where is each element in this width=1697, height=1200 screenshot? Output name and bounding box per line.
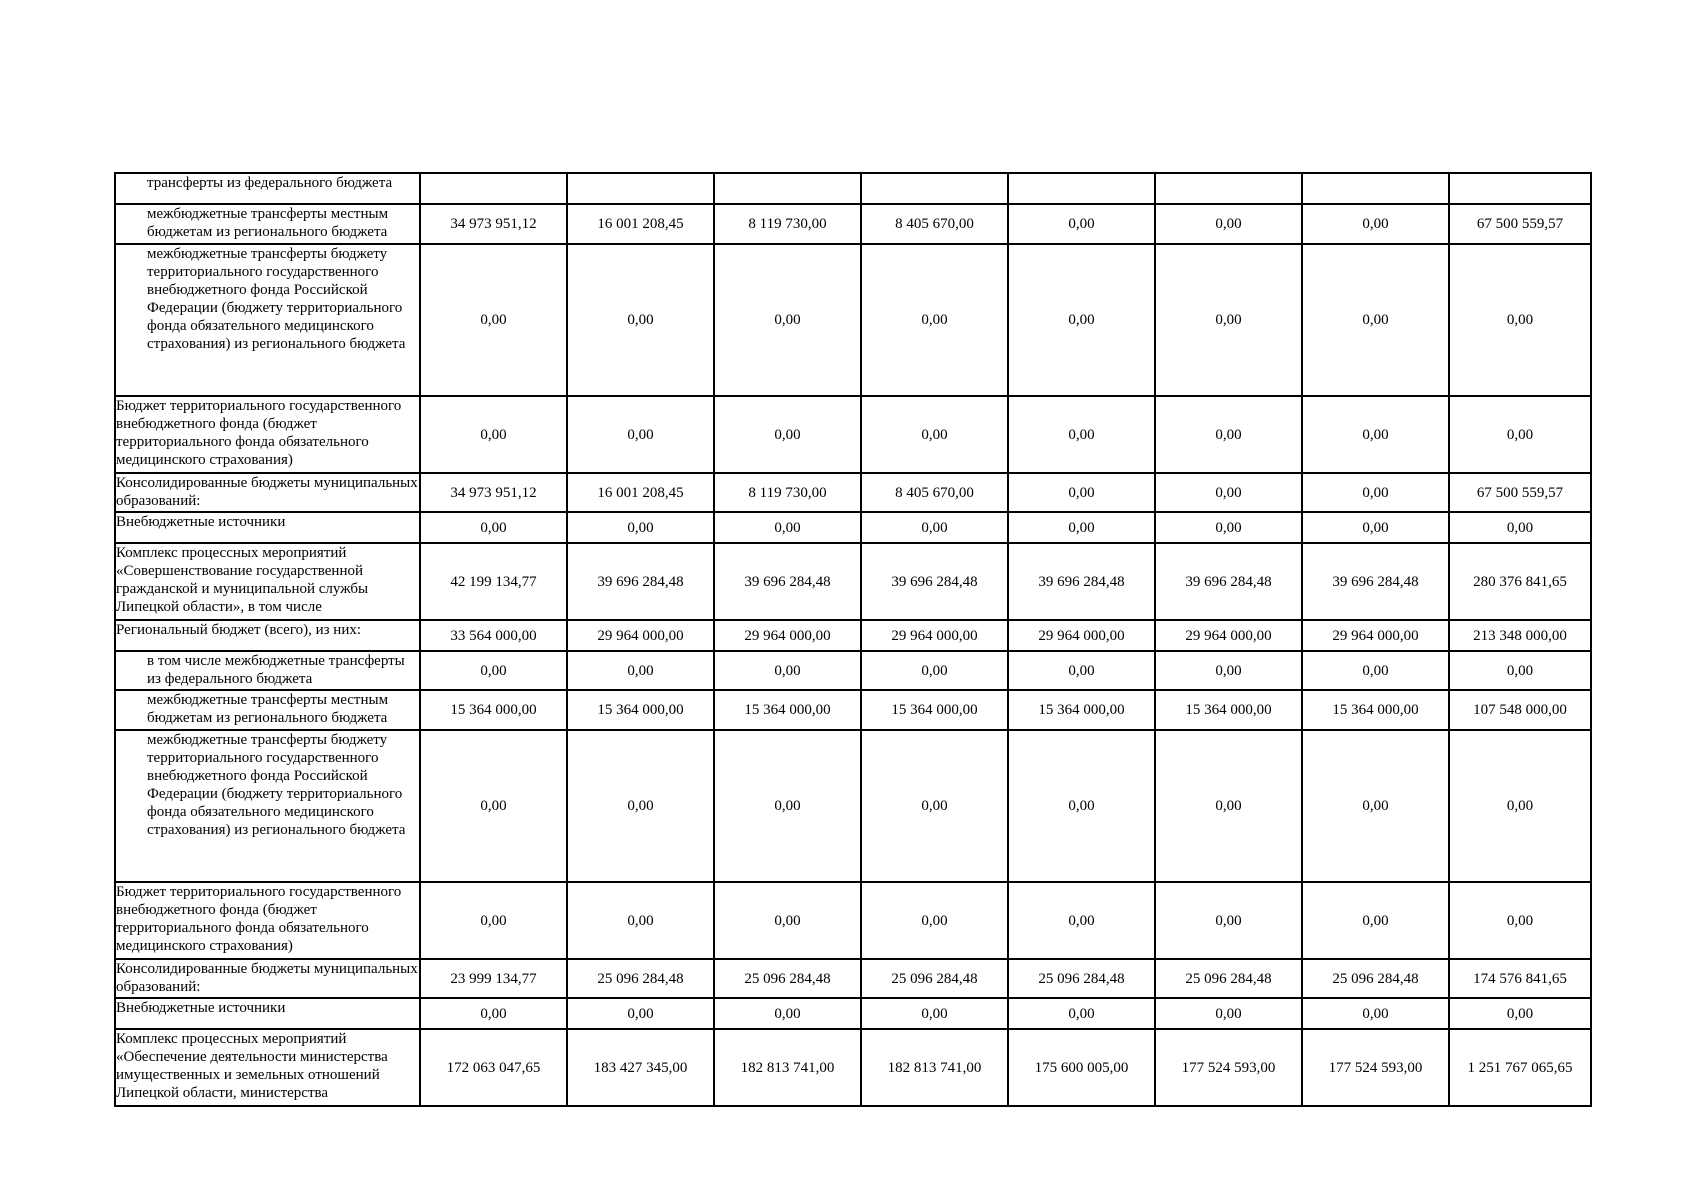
value-cell: 182 813 741,00 — [714, 1029, 861, 1106]
value-cell: 0,00 — [1302, 204, 1449, 244]
value-cell: 0,00 — [1302, 244, 1449, 396]
value-cell: 1 251 767 065,65 — [1449, 1029, 1591, 1106]
value-cell: 0,00 — [420, 730, 567, 882]
value-cell — [1449, 173, 1591, 204]
value-cell: 67 500 559,57 — [1449, 473, 1591, 512]
value-cell: 0,00 — [714, 998, 861, 1029]
value-cell: 0,00 — [420, 512, 567, 543]
row-label: Внебюджетные источники — [115, 998, 420, 1029]
value-cell — [861, 173, 1008, 204]
value-cell: 0,00 — [1008, 730, 1155, 882]
value-cell: 0,00 — [1302, 512, 1449, 543]
value-cell: 0,00 — [420, 998, 567, 1029]
row-label: Комплекс процессных мероприятий «Совершенствование государственной гражданской и муниципальной службы Липецкой области», в том числе — [115, 543, 420, 620]
row-label: в том числе межбюджетные трансферты из федерального бюджета — [115, 651, 420, 690]
value-cell: 172 063 047,65 — [420, 1029, 567, 1106]
value-cell: 0,00 — [1302, 396, 1449, 473]
value-cell: 0,00 — [1302, 882, 1449, 959]
value-cell: 34 973 951,12 — [420, 473, 567, 512]
value-cell: 0,00 — [420, 396, 567, 473]
value-cell: 0,00 — [1155, 998, 1302, 1029]
value-cell: 0,00 — [861, 396, 1008, 473]
value-cell: 0,00 — [1155, 512, 1302, 543]
value-cell: 0,00 — [861, 730, 1008, 882]
value-cell: 0,00 — [567, 882, 714, 959]
table-row — [115, 690, 1591, 730]
table-row — [115, 473, 1591, 512]
value-cell: 15 364 000,00 — [861, 690, 1008, 730]
value-cell: 0,00 — [1155, 396, 1302, 473]
value-cell: 0,00 — [420, 244, 567, 396]
row-label: трансферты из федерального бюджета — [115, 173, 420, 204]
value-cell: 15 364 000,00 — [420, 690, 567, 730]
value-cell: 107 548 000,00 — [1449, 690, 1591, 730]
value-cell: 33 564 000,00 — [420, 620, 567, 651]
value-cell: 16 001 208,45 — [567, 473, 714, 512]
row-label: Консолидированные бюджеты муниципальных образований: — [115, 473, 420, 512]
value-cell — [1008, 173, 1155, 204]
value-cell: 8 405 670,00 — [861, 473, 1008, 512]
row-label: межбюджетные трансферты местным бюджетам из регионального бюджета — [115, 690, 420, 730]
value-cell: 39 696 284,48 — [567, 543, 714, 620]
value-cell: 25 096 284,48 — [714, 959, 861, 998]
value-cell — [420, 173, 567, 204]
value-cell: 15 364 000,00 — [1155, 690, 1302, 730]
table-row — [115, 1029, 1591, 1106]
value-cell: 0,00 — [1008, 473, 1155, 512]
value-cell: 0,00 — [861, 244, 1008, 396]
value-cell: 67 500 559,57 — [1449, 204, 1591, 244]
value-cell: 0,00 — [420, 651, 567, 690]
value-cell: 39 696 284,48 — [861, 543, 1008, 620]
value-cell: 8 119 730,00 — [714, 473, 861, 512]
value-cell: 15 364 000,00 — [714, 690, 861, 730]
value-cell: 174 576 841,65 — [1449, 959, 1591, 998]
table-row — [115, 396, 1591, 473]
table-row — [115, 998, 1591, 1029]
value-cell: 0,00 — [1008, 651, 1155, 690]
table-row — [115, 882, 1591, 959]
value-cell: 0,00 — [861, 998, 1008, 1029]
table-row — [115, 512, 1591, 543]
table-row — [115, 730, 1591, 882]
value-cell: 0,00 — [1449, 512, 1591, 543]
value-cell: 0,00 — [861, 512, 1008, 543]
value-cell: 0,00 — [1449, 651, 1591, 690]
value-cell: 39 696 284,48 — [1155, 543, 1302, 620]
value-cell: 0,00 — [1155, 730, 1302, 882]
value-cell: 0,00 — [1155, 882, 1302, 959]
value-cell: 0,00 — [714, 882, 861, 959]
value-cell: 0,00 — [714, 730, 861, 882]
table-row — [115, 173, 1591, 204]
value-cell: 0,00 — [1449, 882, 1591, 959]
value-cell: 0,00 — [1008, 998, 1155, 1029]
value-cell: 0,00 — [1008, 204, 1155, 244]
value-cell: 34 973 951,12 — [420, 204, 567, 244]
value-cell: 0,00 — [567, 651, 714, 690]
value-cell: 0,00 — [714, 244, 861, 396]
value-cell: 0,00 — [1302, 651, 1449, 690]
value-cell: 0,00 — [1449, 998, 1591, 1029]
value-cell: 29 964 000,00 — [1302, 620, 1449, 651]
value-cell: 29 964 000,00 — [861, 620, 1008, 651]
value-cell — [1155, 173, 1302, 204]
value-cell: 175 600 005,00 — [1008, 1029, 1155, 1106]
value-cell: 16 001 208,45 — [567, 204, 714, 244]
budget-table — [114, 172, 1592, 1107]
value-cell: 0,00 — [1155, 651, 1302, 690]
value-cell: 177 524 593,00 — [1155, 1029, 1302, 1106]
value-cell: 0,00 — [1008, 244, 1155, 396]
value-cell: 183 427 345,00 — [567, 1029, 714, 1106]
value-cell: 0,00 — [1449, 396, 1591, 473]
value-cell: 0,00 — [861, 651, 1008, 690]
value-cell: 0,00 — [1302, 998, 1449, 1029]
table-row — [115, 959, 1591, 998]
value-cell — [714, 173, 861, 204]
value-cell: 15 364 000,00 — [1008, 690, 1155, 730]
table-row — [115, 543, 1591, 620]
value-cell: 0,00 — [1449, 244, 1591, 396]
value-cell: 0,00 — [714, 512, 861, 543]
table-body — [115, 173, 1591, 1106]
value-cell: 15 364 000,00 — [1302, 690, 1449, 730]
value-cell: 0,00 — [714, 651, 861, 690]
row-label: Комплекс процессных мероприятий «Обеспечение деятельности министерства имущественных и земельных отношений Липецкой области, министерства — [115, 1029, 420, 1106]
table-row — [115, 204, 1591, 244]
value-cell: 213 348 000,00 — [1449, 620, 1591, 651]
table-row — [115, 244, 1591, 396]
value-cell: 0,00 — [1155, 473, 1302, 512]
value-cell: 23 999 134,77 — [420, 959, 567, 998]
row-label: Бюджет территориального государственного внебюджетного фонда (бюджет территориального фонда обязательного медицинского страхования) — [115, 396, 420, 473]
value-cell: 0,00 — [1008, 882, 1155, 959]
value-cell: 29 964 000,00 — [1155, 620, 1302, 651]
row-label: межбюджетные трансферты бюджету территориального государственного внебюджетного фонда Российской Федерации (бюджету территориального фонда обязательного медицинского страхования) из регионального бюджета — [115, 244, 420, 396]
value-cell: 0,00 — [1008, 512, 1155, 543]
value-cell: 29 964 000,00 — [567, 620, 714, 651]
value-cell: 8 119 730,00 — [714, 204, 861, 244]
value-cell: 0,00 — [567, 512, 714, 543]
value-cell: 0,00 — [567, 244, 714, 396]
row-label: Региональный бюджет (всего), из них: — [115, 620, 420, 651]
value-cell: 29 964 000,00 — [714, 620, 861, 651]
value-cell: 0,00 — [1008, 396, 1155, 473]
value-cell: 0,00 — [420, 882, 567, 959]
value-cell: 0,00 — [1302, 730, 1449, 882]
value-cell: 25 096 284,48 — [1008, 959, 1155, 998]
value-cell: 177 524 593,00 — [1302, 1029, 1449, 1106]
value-cell: 25 096 284,48 — [1302, 959, 1449, 998]
value-cell: 0,00 — [567, 998, 714, 1029]
row-label: Консолидированные бюджеты муниципальных образований: — [115, 959, 420, 998]
value-cell: 0,00 — [861, 882, 1008, 959]
value-cell: 25 096 284,48 — [567, 959, 714, 998]
value-cell: 42 199 134,77 — [420, 543, 567, 620]
row-label: Внебюджетные источники — [115, 512, 420, 543]
table-row — [115, 620, 1591, 651]
value-cell — [1302, 173, 1449, 204]
value-cell: 0,00 — [714, 396, 861, 473]
value-cell: 15 364 000,00 — [567, 690, 714, 730]
value-cell: 0,00 — [1449, 730, 1591, 882]
value-cell: 182 813 741,00 — [861, 1029, 1008, 1106]
value-cell: 0,00 — [1302, 473, 1449, 512]
row-label: Бюджет территориального государственного внебюджетного фонда (бюджет территориального фонда обязательного медицинского страхования) — [115, 882, 420, 959]
value-cell: 0,00 — [1155, 244, 1302, 396]
value-cell: 0,00 — [567, 396, 714, 473]
value-cell: 39 696 284,48 — [1008, 543, 1155, 620]
value-cell: 0,00 — [1155, 204, 1302, 244]
value-cell — [567, 173, 714, 204]
value-cell: 29 964 000,00 — [1008, 620, 1155, 651]
value-cell: 0,00 — [567, 730, 714, 882]
table-row — [115, 651, 1591, 690]
value-cell: 25 096 284,48 — [861, 959, 1008, 998]
value-cell: 8 405 670,00 — [861, 204, 1008, 244]
value-cell: 280 376 841,65 — [1449, 543, 1591, 620]
row-label: межбюджетные трансферты бюджету территориального государственного внебюджетного фонда Российской Федерации (бюджету территориального фонда обязательного медицинского страхования) из регионального бюджета — [115, 730, 420, 882]
value-cell: 39 696 284,48 — [1302, 543, 1449, 620]
row-label: межбюджетные трансферты местным бюджетам из регионального бюджета — [115, 204, 420, 244]
value-cell: 39 696 284,48 — [714, 543, 861, 620]
value-cell: 25 096 284,48 — [1155, 959, 1302, 998]
